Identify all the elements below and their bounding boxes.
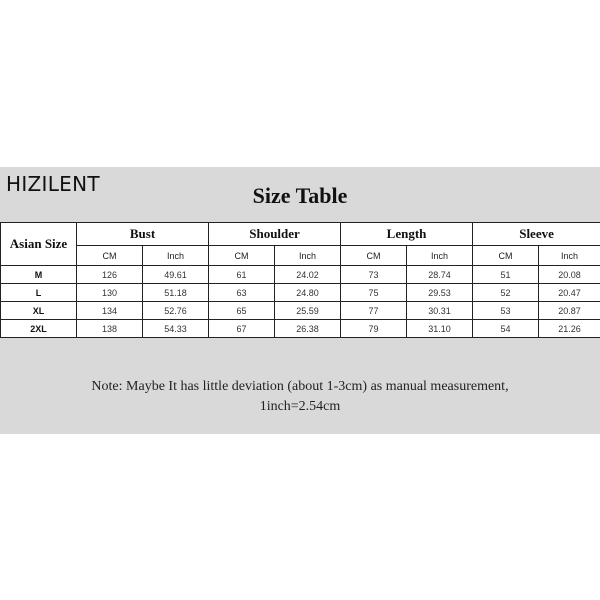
measurement-note [0,377,600,417]
table-cell: 65 [209,302,275,320]
note-line-1: Note: Maybe It has little deviation (about 1-3cm) as manual measurement, [91,379,509,394]
table-cell: 20.87 [539,302,600,320]
table-cell: 75 [341,284,407,302]
table-cell: 31.10 [407,320,473,338]
table-cell: 130 [77,284,143,302]
table-cell: 73 [341,266,407,284]
table-cell: 24.02 [275,266,341,284]
table-cell: 53 [473,302,539,320]
table-cell: 138 [77,320,143,338]
size-table [0,222,600,338]
table-cell: 134 [77,302,143,320]
table-cell: 54.33 [143,320,209,338]
table-cell: 61 [209,266,275,284]
table-cell: 51 [473,266,539,284]
unit-header-row [1,246,600,266]
table-cell: 54 [473,320,539,338]
unit-cell: CM [341,246,407,266]
table-cell: 29.53 [407,284,473,302]
unit-cell: Inch [143,246,209,266]
table-cell: 30.31 [407,302,473,320]
unit-cell: Inch [407,246,473,266]
table-row [1,284,600,302]
sleeve-header: Sleeve [473,223,600,246]
table-cell: 67 [209,320,275,338]
table-row [1,302,600,320]
table-cell: 49.61 [143,266,209,284]
table-cell: 25.59 [275,302,341,320]
brand-logo: HIZILENT [6,172,100,196]
table-cell: 20.08 [539,266,600,284]
table-cell: 126 [77,266,143,284]
unit-cell: CM [473,246,539,266]
table-cell: 79 [341,320,407,338]
table-row [1,266,600,284]
page-title [0,183,600,209]
shoulder-header: Shoulder [209,223,341,246]
size-cell: XL [1,302,77,320]
size-cell: M [1,266,77,284]
length-header: Length [341,223,473,246]
note-line-2: 1inch=2.54cm [259,399,341,414]
table-cell: 51.18 [143,284,209,302]
size-cell: 2XL [1,320,77,338]
table-cell: 63 [209,284,275,302]
table-cell: 21.26 [539,320,600,338]
table-cell: 77 [341,302,407,320]
size-cell: L [1,284,77,302]
unit-cell: CM [77,246,143,266]
table-cell: 20.47 [539,284,600,302]
title-text: Size Table [252,183,348,208]
table-cell: 52 [473,284,539,302]
unit-cell: Inch [275,246,341,266]
table-cell: 26.38 [275,320,341,338]
table-cell: 24.80 [275,284,341,302]
table-row [1,320,600,338]
table-cell: 52.76 [143,302,209,320]
unit-cell: CM [209,246,275,266]
unit-cell: Inch [539,246,600,266]
asian-size-header: Asian Size [1,223,77,266]
table-cell: 28.74 [407,266,473,284]
bust-header: Bust [77,223,209,246]
group-header-row [1,223,600,246]
